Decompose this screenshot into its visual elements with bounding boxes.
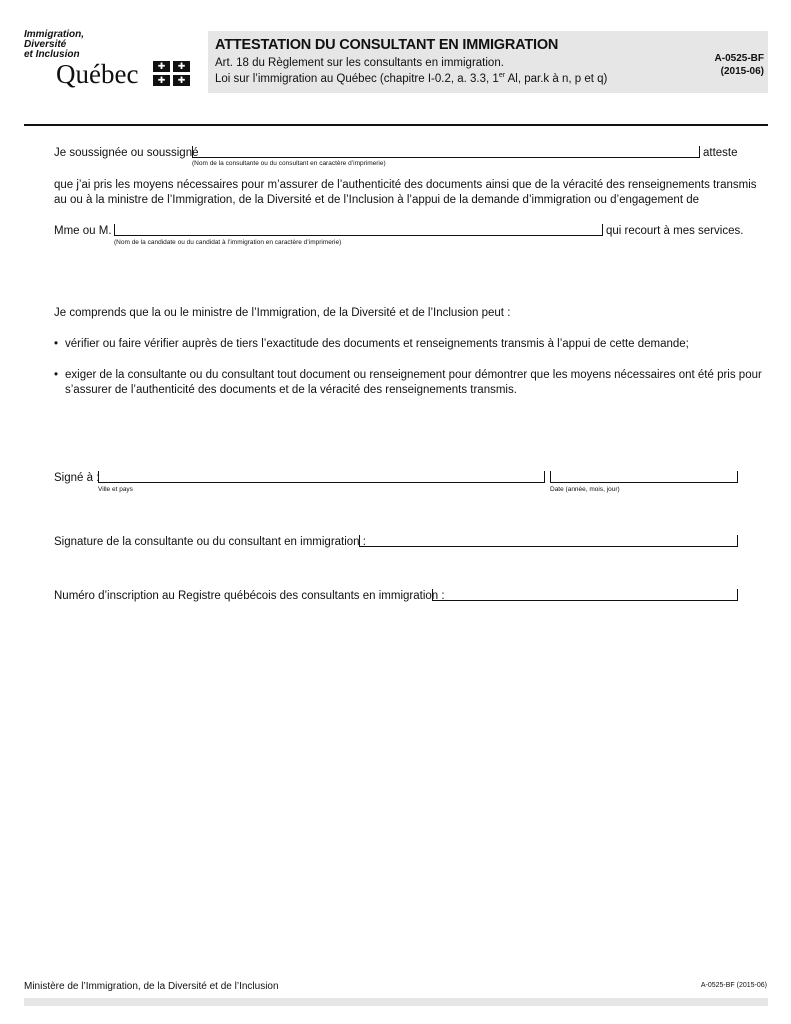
attestation-text-line1: que j’ai pris les moyens nécessaires pour m’assurer de l’authenticité des documents ainsi que de la véracité des renseignements transmis xyxy=(54,179,757,191)
city-country-hint: Ville et pays xyxy=(98,486,133,493)
bullet-icon: • xyxy=(54,338,59,350)
bullet-require-text-line2: s’assurer de l’authenticité des documents et de la véracité des renseignements transmis. xyxy=(65,384,517,396)
fleur-de-lis-flag-icon: ✚ ✚ ✚ ✚ xyxy=(153,61,191,87)
candidate-name-field[interactable] xyxy=(114,224,603,236)
recourt-label: qui recourt à mes services. xyxy=(606,225,744,237)
city-country-field[interactable] xyxy=(98,471,545,483)
registration-number-label: Numéro d’inscription au Registre québécois des consultants en immigration : xyxy=(54,590,445,602)
comprends-text: Je comprends que la ou le ministre de l’Immigration, de la Diversité et de l’Inclusion peut : xyxy=(54,307,511,319)
form-code-number: A-0525-BF xyxy=(714,53,764,64)
footer-form-code: A-0525-BF (2015-06) xyxy=(700,982,767,989)
date-field[interactable] xyxy=(550,471,738,483)
form-subtitle-regulation: Art. 18 du Règlement sur les consultants en immigration. xyxy=(215,57,504,69)
candidate-name-hint: (Nom de la candidate ou du candidat à l’immigration en caractère d’imprimerie) xyxy=(114,239,342,246)
org-name-line2: Diversité xyxy=(24,39,67,50)
attestation-text-line2: au ou à la ministre de l’Immigration, de la Diversité et de l’Inclusion à l’appui de la demande d’immigration ou d’engagement de xyxy=(54,194,699,206)
header-divider xyxy=(24,124,768,126)
org-name-line3: et Inclusion xyxy=(24,49,80,60)
footer-ministry: Ministère de l’Immigration, de la Diversité et de l’Inclusion xyxy=(24,981,279,992)
bullet-icon: • xyxy=(54,369,59,381)
consultant-name-field[interactable] xyxy=(192,146,700,158)
org-name-line1: Immigration, xyxy=(24,29,85,40)
soussigne-label: Je soussignée ou soussigné xyxy=(54,147,199,159)
quebec-logo xyxy=(24,30,204,90)
footer-bar xyxy=(24,998,768,1006)
form-title: ATTESTATION DU CONSULTANT EN IMMIGRATION xyxy=(215,37,559,53)
atteste-label: atteste xyxy=(703,147,738,159)
form-code xyxy=(715,52,764,78)
signe-label: Signé à : xyxy=(54,472,100,484)
quebec-wordmark: Québec xyxy=(56,59,139,89)
signature-label: Signature de la consultante ou du consultant en immigration : xyxy=(54,536,366,548)
date-hint: Date (année, mois, jour) xyxy=(550,486,620,493)
form-subtitle-law: Loi sur l’immigration au Québec (chapitre I-0.2, a. 3.3, 1er Al, par.k à n, p et q) xyxy=(215,72,608,85)
consultant-name-hint: (Nom de la consultante ou du consultant en caractère d’imprimerie) xyxy=(192,160,386,167)
form-code-date: (2015-06) xyxy=(720,66,764,77)
signature-field[interactable] xyxy=(359,535,738,547)
mme-label: Mme ou M. xyxy=(54,225,112,237)
bullet-verify-text: vérifier ou faire vérifier auprès de tiers l’exactitude des documents et renseignements transmis à l’appui de cette demande; xyxy=(65,338,689,350)
bullet-require-text-line1: exiger de la consultante ou du consultant tout document ou renseignement pour démontrer que les moyens nécessaires ont été pris pour xyxy=(65,369,762,381)
registration-number-field[interactable] xyxy=(432,589,738,601)
